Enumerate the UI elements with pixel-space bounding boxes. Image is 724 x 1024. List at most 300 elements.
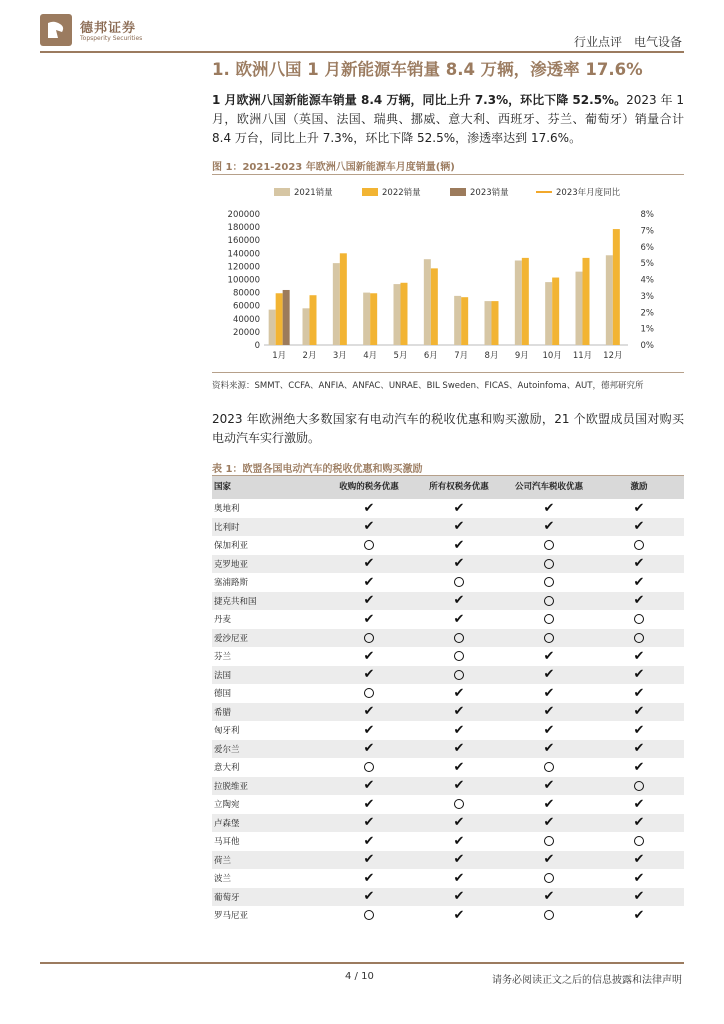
mark-cell [594, 890, 684, 903]
table-row [212, 740, 684, 759]
mark-cell [594, 724, 684, 737]
company-logo [40, 14, 180, 46]
country-cell: 罗马尼亚 [214, 911, 249, 922]
y-tick-label: 40000 [232, 314, 260, 325]
check-icon: ✔ [363, 667, 375, 683]
x-tick-label: 8月 [484, 351, 499, 361]
mark-cell [594, 540, 684, 550]
figure-bottom-rule [212, 372, 684, 373]
mark-cell [414, 816, 504, 829]
circle-icon [544, 596, 554, 606]
mark-cell [414, 742, 504, 755]
check-icon: ✔ [633, 593, 645, 609]
check-icon: ✔ [453, 593, 465, 609]
circle-icon [544, 614, 554, 624]
bar [276, 293, 283, 345]
mark-cell [414, 705, 504, 718]
mark-cell [414, 779, 504, 792]
bar [340, 253, 347, 345]
check-icon: ✔ [543, 852, 555, 868]
table-row [212, 758, 684, 777]
bar [310, 295, 317, 345]
y2-tick-label: 6% [640, 242, 654, 253]
country-cell: 爱沙尼亚 [214, 633, 249, 644]
mark-cell [324, 613, 414, 626]
incentive-paragraph: 2023 年欧洲绝大多数国家有电动汽车的税收优惠和购买激励，21 个欧盟成员国对购买电动汽车实行激励。 [212, 412, 684, 445]
mark-cell [504, 577, 594, 587]
country-cell: 法国 [214, 670, 232, 681]
check-icon: ✔ [453, 685, 465, 701]
mark-cell [414, 502, 504, 515]
check-icon: ✔ [633, 648, 645, 664]
circle-icon [454, 633, 464, 643]
bar [485, 301, 492, 345]
x-tick-label: 1月 [272, 351, 287, 361]
mark-cell [504, 614, 594, 624]
check-icon: ✔ [453, 611, 465, 627]
check-icon: ✔ [633, 519, 645, 535]
mark-cell [594, 742, 684, 755]
y-tick-label: 200000 [227, 210, 260, 220]
mark-cell [504, 650, 594, 663]
country-cell: 波兰 [214, 874, 232, 885]
mark-cell [504, 520, 594, 533]
check-icon: ✔ [453, 500, 465, 516]
mark-cell [414, 651, 504, 661]
circle-icon [454, 670, 464, 680]
intro-paragraph [212, 91, 684, 148]
mark-cell [414, 670, 504, 680]
table-header-acquisition: 收购的税务优惠 [339, 482, 399, 492]
circle-icon [544, 559, 554, 569]
mark-cell [324, 650, 414, 663]
table-row [212, 666, 684, 685]
mark-cell [594, 520, 684, 533]
check-icon: ✔ [363, 593, 375, 609]
mark-cell [414, 613, 504, 626]
figure-title: 图 1：2021-2023 年欧洲八国新能源车月度销量(辆) [212, 162, 455, 173]
mark-cell [594, 798, 684, 811]
check-icon: ✔ [633, 852, 645, 868]
check-icon: ✔ [633, 889, 645, 905]
check-icon: ✔ [363, 574, 375, 590]
y2-tick-label: 4% [640, 275, 654, 286]
circle-icon [544, 836, 554, 846]
check-icon: ✔ [633, 815, 645, 831]
country-cell: 匈牙利 [214, 726, 240, 737]
check-icon: ✔ [543, 519, 555, 535]
check-icon: ✔ [543, 778, 555, 794]
table-header-incentive: 激励 [630, 482, 648, 492]
x-tick-label: 7月 [454, 351, 469, 361]
mark-cell [324, 502, 414, 515]
check-icon: ✔ [453, 852, 465, 868]
footer-disclaimer: 请务必阅读正文之后的信息披露和法律声明 [492, 975, 682, 986]
country-cell: 芬兰 [214, 652, 232, 663]
y2-tick-label: 3% [640, 291, 654, 302]
check-icon: ✔ [363, 648, 375, 664]
y2-tick-label: 7% [640, 226, 654, 237]
country-cell: 马耳他 [214, 837, 240, 848]
check-icon: ✔ [543, 741, 555, 757]
table-header-country: 国家 [214, 482, 232, 492]
mark-cell [504, 836, 594, 846]
bar [363, 293, 370, 345]
check-icon: ✔ [363, 778, 375, 794]
country-cell: 捷克共和国 [214, 596, 257, 607]
figure-source: 资料来源：SMMT、CCFA、ANFIA、ANFAC、UNRAE、BIL Sweden、FICAS、Autoinfoma、AUT，德邦研究所 [212, 381, 644, 391]
mark-cell [594, 502, 684, 515]
mark-cell [504, 633, 594, 643]
mark-cell [414, 909, 504, 922]
mark-cell [414, 724, 504, 737]
mark-cell [594, 816, 684, 829]
table-title: 表 1：欧盟各国电动汽车的税收优惠和购买激励 [212, 464, 423, 475]
x-tick-label: 3月 [332, 351, 347, 361]
section-title: 1. 欧洲八国 1 月新能源车销量 8.4 万辆，渗透率 17.6% [212, 60, 643, 79]
bar [461, 297, 468, 345]
circle-icon [634, 781, 644, 791]
mark-cell [504, 853, 594, 866]
check-icon: ✔ [633, 759, 645, 775]
table-row [212, 851, 684, 870]
intro-paragraph-rest: 2023 年 1 月，欧洲八国（英国、法国、瑞典、挪威、意大利、西班牙、芬兰、葡萄牙）销量合计 8.4 万台，同比上升 7.3%，环比下降 52.5%，渗透率达到 17.6%。 [212, 93, 684, 145]
mark-cell [324, 557, 414, 570]
table-row [212, 869, 684, 888]
mark-cell [594, 781, 684, 791]
circle-icon [634, 836, 644, 846]
bar [269, 310, 276, 345]
bar [401, 283, 408, 345]
check-icon: ✔ [453, 556, 465, 572]
legend-label: 2022销量 [382, 188, 421, 198]
mark-cell [594, 557, 684, 570]
check-icon: ✔ [363, 870, 375, 886]
mark-cell [414, 799, 504, 809]
check-icon: ✔ [543, 722, 555, 738]
y2-tick-label: 2% [640, 308, 654, 319]
circle-icon [364, 540, 374, 550]
mark-cell [414, 633, 504, 643]
check-icon: ✔ [453, 519, 465, 535]
legend-swatch [362, 188, 378, 196]
mark-cell [324, 520, 414, 533]
check-icon: ✔ [453, 815, 465, 831]
incentive-table [212, 476, 684, 925]
mark-cell [324, 798, 414, 811]
country-cell: 立陶宛 [214, 800, 240, 811]
mark-cell [414, 520, 504, 533]
table-row [212, 832, 684, 851]
bar [552, 278, 559, 345]
check-icon: ✔ [633, 500, 645, 516]
x-tick-label: 5月 [393, 351, 408, 361]
circle-icon [454, 651, 464, 661]
check-icon: ✔ [543, 648, 555, 664]
mark-cell [504, 798, 594, 811]
table-row [212, 777, 684, 796]
y2-tick-label: 5% [640, 259, 654, 270]
mark-cell [324, 742, 414, 755]
mark-cell [414, 577, 504, 587]
check-icon: ✔ [363, 556, 375, 572]
mark-cell [414, 687, 504, 700]
bar [545, 282, 552, 345]
mark-cell [504, 502, 594, 515]
check-icon: ✔ [633, 667, 645, 683]
check-icon: ✔ [633, 722, 645, 738]
legend-label: 2023销量 [470, 188, 509, 198]
check-icon: ✔ [363, 815, 375, 831]
table-header-row [212, 476, 684, 499]
mark-cell [594, 909, 684, 922]
table-header-ownership: 所有权税务优惠 [429, 482, 489, 492]
logo-mark-icon [40, 14, 72, 46]
circle-icon [544, 873, 554, 883]
check-icon: ✔ [363, 741, 375, 757]
bar [583, 258, 590, 345]
bar [522, 258, 529, 345]
check-icon: ✔ [453, 537, 465, 553]
circle-icon [634, 633, 644, 643]
circle-icon [364, 633, 374, 643]
country-cell: 荷兰 [214, 855, 232, 866]
check-icon: ✔ [543, 796, 555, 812]
mark-cell [594, 705, 684, 718]
y2-tick-label: 8% [640, 210, 654, 220]
check-icon: ✔ [543, 685, 555, 701]
mark-cell [324, 816, 414, 829]
x-tick-label: 2月 [302, 351, 317, 361]
check-icon: ✔ [453, 704, 465, 720]
mark-cell [594, 614, 684, 624]
logo-en-text: Topsperity Securities [80, 35, 143, 42]
mark-cell [324, 668, 414, 681]
mark-cell [594, 836, 684, 846]
bar [424, 259, 431, 345]
table-row [212, 906, 684, 925]
check-icon: ✔ [453, 722, 465, 738]
bar [303, 308, 310, 345]
check-icon: ✔ [363, 889, 375, 905]
mark-cell [504, 724, 594, 737]
mark-cell [324, 594, 414, 607]
figure-top-rule [212, 174, 684, 175]
logo-cn-text: 德邦证券 [80, 21, 137, 36]
mark-cell [324, 540, 414, 550]
check-icon: ✔ [633, 870, 645, 886]
table-row [212, 629, 684, 648]
check-icon: ✔ [363, 519, 375, 535]
mark-cell [324, 835, 414, 848]
mark-cell [324, 779, 414, 792]
circle-icon [454, 577, 464, 587]
table-row [212, 888, 684, 907]
mark-cell [504, 762, 594, 772]
check-icon: ✔ [363, 704, 375, 720]
x-tick-label: 10月 [542, 351, 562, 361]
mark-cell [504, 540, 594, 550]
mark-cell [414, 557, 504, 570]
header-divider [40, 51, 684, 53]
mark-cell [324, 872, 414, 885]
mark-cell [504, 559, 594, 569]
mark-cell [414, 853, 504, 866]
country-cell: 比利时 [214, 522, 240, 533]
circle-icon [364, 688, 374, 698]
check-icon: ✔ [363, 722, 375, 738]
mark-cell [504, 705, 594, 718]
mark-cell [504, 596, 594, 606]
mark-cell [594, 594, 684, 607]
check-icon: ✔ [633, 556, 645, 572]
mark-cell [594, 872, 684, 885]
circle-icon [544, 910, 554, 920]
mark-cell [504, 687, 594, 700]
mark-cell [324, 576, 414, 589]
mark-cell [504, 890, 594, 903]
country-cell: 卢森堡 [214, 818, 240, 829]
check-icon: ✔ [453, 870, 465, 886]
check-icon: ✔ [543, 667, 555, 683]
bar [576, 272, 583, 345]
page-number: 4 / 10 [345, 971, 374, 982]
table-body [212, 499, 684, 925]
legend-label: 2023年月度同比 [556, 188, 621, 198]
y-tick-label: 80000 [232, 288, 260, 299]
country-cell: 拉脱维亚 [214, 781, 249, 792]
check-icon: ✔ [633, 796, 645, 812]
country-cell: 德国 [214, 689, 232, 700]
y-tick-label: 180000 [227, 223, 260, 234]
y-tick-label: 160000 [227, 236, 260, 247]
table-row [212, 592, 684, 611]
circle-icon [364, 910, 374, 920]
y-tick-label: 60000 [232, 301, 260, 312]
check-icon: ✔ [633, 907, 645, 923]
mark-cell [324, 762, 414, 772]
circle-icon [544, 577, 554, 587]
check-icon: ✔ [543, 500, 555, 516]
mark-cell [324, 910, 414, 920]
country-cell: 塞浦路斯 [214, 578, 249, 589]
mark-cell [414, 761, 504, 774]
bar [492, 301, 499, 345]
check-icon: ✔ [453, 759, 465, 775]
circle-icon [544, 762, 554, 772]
table-row [212, 555, 684, 574]
check-icon: ✔ [363, 611, 375, 627]
country-cell: 保加利亚 [214, 541, 249, 552]
circle-icon [544, 540, 554, 550]
intro-paragraph-bold: 1 月欧洲八国新能源车销量 8.4 万辆，同比上升 7.3%，环比下降 52.5%。 [212, 93, 627, 107]
table-row [212, 573, 684, 592]
table-row [212, 703, 684, 722]
y-tick-label: 20000 [232, 327, 260, 338]
circle-icon [634, 540, 644, 550]
bar [431, 268, 438, 345]
y-tick-label: 100000 [227, 275, 260, 286]
country-cell: 爱尔兰 [214, 744, 240, 755]
mark-cell [594, 668, 684, 681]
mark-cell [414, 890, 504, 903]
table-row [212, 684, 684, 703]
mark-cell [594, 853, 684, 866]
legend-swatch [450, 188, 466, 196]
report-category: 行业点评 电气设备 [573, 35, 682, 49]
mark-cell [504, 816, 594, 829]
table-header-company-car: 公司汽车税收优惠 [514, 482, 583, 492]
check-icon: ✔ [633, 685, 645, 701]
mark-cell [324, 688, 414, 698]
mark-cell [594, 633, 684, 643]
circle-icon [364, 762, 374, 772]
table-row [212, 518, 684, 537]
country-cell: 希腊 [214, 707, 232, 718]
check-icon: ✔ [543, 815, 555, 831]
check-icon: ✔ [363, 500, 375, 516]
footer-divider [40, 962, 684, 964]
check-icon: ✔ [453, 741, 465, 757]
mark-cell [504, 668, 594, 681]
check-icon: ✔ [363, 796, 375, 812]
table-row [212, 536, 684, 555]
mark-cell [414, 835, 504, 848]
country-cell: 意大利 [214, 763, 240, 774]
check-icon: ✔ [633, 574, 645, 590]
check-icon: ✔ [363, 833, 375, 849]
mark-cell [594, 576, 684, 589]
check-icon: ✔ [543, 704, 555, 720]
mark-cell [414, 594, 504, 607]
mark-cell [504, 742, 594, 755]
country-cell: 奥地利 [214, 504, 240, 515]
mark-cell [594, 650, 684, 663]
check-icon: ✔ [633, 741, 645, 757]
x-tick-label: 11月 [572, 351, 593, 361]
check-icon: ✔ [633, 704, 645, 720]
mark-cell [504, 779, 594, 792]
y2-tick-label: 1% [640, 324, 654, 335]
mark-cell [414, 872, 504, 885]
mark-cell [594, 687, 684, 700]
table-row [212, 721, 684, 740]
country-cell: 丹麦 [214, 615, 232, 626]
legend-label: 2021销量 [294, 188, 333, 198]
x-tick-label: 4月 [363, 351, 378, 361]
check-icon: ✔ [363, 852, 375, 868]
mark-cell [504, 910, 594, 920]
check-icon: ✔ [453, 778, 465, 794]
y-tick-label: 120000 [227, 262, 260, 273]
mark-cell [414, 539, 504, 552]
monthly-sales-chart [212, 178, 684, 370]
y-tick-label: 140000 [227, 249, 260, 260]
x-tick-label: 6月 [423, 351, 438, 361]
mark-cell [324, 853, 414, 866]
check-icon: ✔ [453, 907, 465, 923]
country-cell: 克罗地亚 [214, 559, 249, 570]
circle-icon [454, 799, 464, 809]
circle-icon [634, 614, 644, 624]
mark-cell [324, 705, 414, 718]
bar [394, 284, 401, 345]
country-cell: 葡萄牙 [214, 892, 240, 903]
bar [283, 290, 290, 345]
table-row [212, 814, 684, 833]
x-tick-label: 9月 [514, 351, 529, 361]
check-icon: ✔ [543, 889, 555, 905]
